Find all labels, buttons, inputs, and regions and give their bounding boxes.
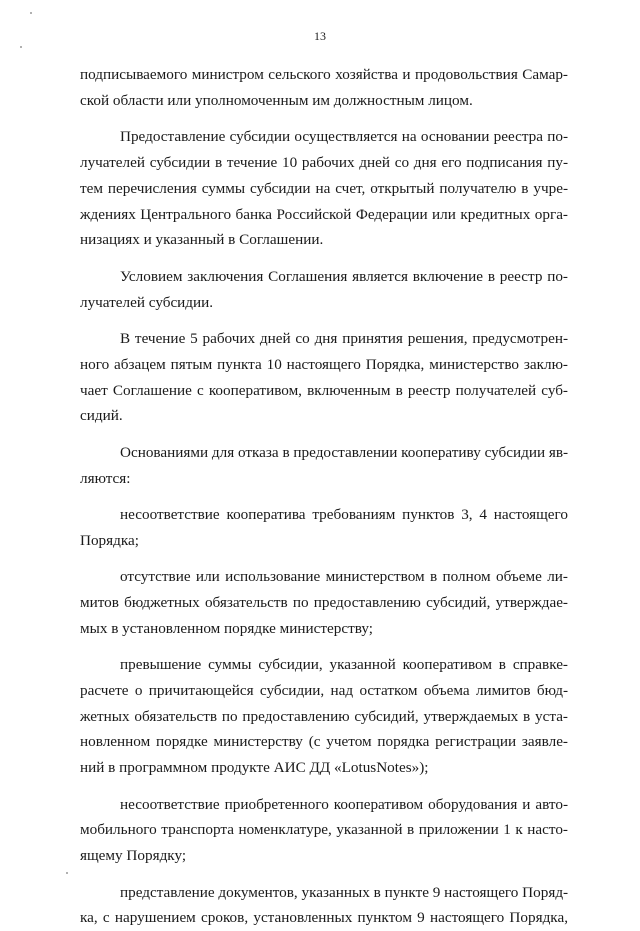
text-line: расчете о причитающейся субсидии, над остатком объема лимитов бюд-	[80, 681, 568, 699]
page-number: 13	[314, 29, 326, 43]
text-line: ного абзацем пятым пункта 10 настоящего Порядка, министерство заклю-	[80, 355, 568, 373]
text-line: несоответствие приобретенного кооперативом оборудования и авто-	[120, 795, 568, 813]
paragraph	[80, 326, 568, 429]
text-line: Основаниями для отказа в предоставлении кооперативу субсидии яв-	[120, 443, 569, 461]
text-line: Предоставление субсидии осуществляется на основании реестра по-	[120, 128, 568, 146]
text-line: ка, с нарушением сроков, установленных пунктом 9 настоящего Порядка,	[80, 909, 568, 927]
paragraph	[80, 440, 568, 492]
text-line: подписываемого министром сельского хозяйства и продовольствия Самар-	[80, 66, 568, 83]
text-line: мых в установленном порядке министерству;	[80, 619, 373, 637]
text-line: ляются:	[80, 469, 131, 487]
paragraph	[80, 564, 568, 641]
text-line: В течение 5 рабочих дней со дня принятия решения, предусмотрен-	[120, 329, 568, 347]
text-line: мобильного транспорта номенклатуре, указанной в приложении 1 к насто-	[80, 821, 568, 839]
scan-speck	[66, 872, 68, 874]
paragraph	[80, 880, 568, 931]
text-line: лучателей субсидии в течение 10 рабочих дней со дня его подписания пу-	[80, 153, 568, 171]
text-line: чает Соглашение с кооперативом, включенным в реестр получателей суб-	[80, 381, 568, 399]
scan-speck	[20, 46, 22, 48]
document-body	[80, 62, 568, 931]
paragraph	[80, 502, 568, 554]
text-line: превышение суммы субсидии, указанной кооперативом в справке-	[120, 656, 568, 674]
text-line: Порядка;	[80, 531, 139, 549]
text-line: представление документов, указанных в пункте 9 настоящего Поряд-	[120, 883, 569, 901]
text-line: митов бюджетных обязательств по предоставлению субсидий, утверждае-	[80, 593, 568, 611]
text-line: новленном порядке министерству (с учетом порядка регистрации заявле-	[80, 733, 568, 751]
text-line: тем перечисления суммы субсидии на счет, открытый получателю в учре-	[80, 179, 568, 197]
text-line: сидий.	[80, 407, 123, 425]
text-line: Условием заключения Соглашения является включение в реестр по-	[120, 267, 568, 285]
scan-speck	[30, 12, 32, 14]
paragraph	[80, 792, 568, 869]
text-line: ящему Порядку;	[80, 847, 187, 865]
text-line: лучателей субсидии.	[80, 293, 214, 311]
text-line: ждениях Центрального банка Российской Федерации или кредитных орга-	[80, 205, 568, 223]
text-line: несоответствие кооператива требованиям пунктов 3, 4 настоящего	[120, 505, 568, 523]
text-line: низациях и указанный в Соглашении.	[80, 231, 324, 249]
paragraph	[80, 264, 568, 316]
paragraph	[80, 124, 568, 253]
text-line: жетных обязательств по предоставлению субсидий, утверждаемых в уста-	[80, 707, 568, 725]
text-line: ний в программном продукте АИС ДД «LotusNotes»);	[80, 759, 429, 777]
paragraph	[80, 62, 568, 114]
paragraph	[80, 652, 568, 781]
text-line: отсутствие или использование министерством в полном объеме ли-	[120, 568, 568, 586]
text-line: ской области или уполномоченным им должностным лицом.	[80, 91, 473, 109]
